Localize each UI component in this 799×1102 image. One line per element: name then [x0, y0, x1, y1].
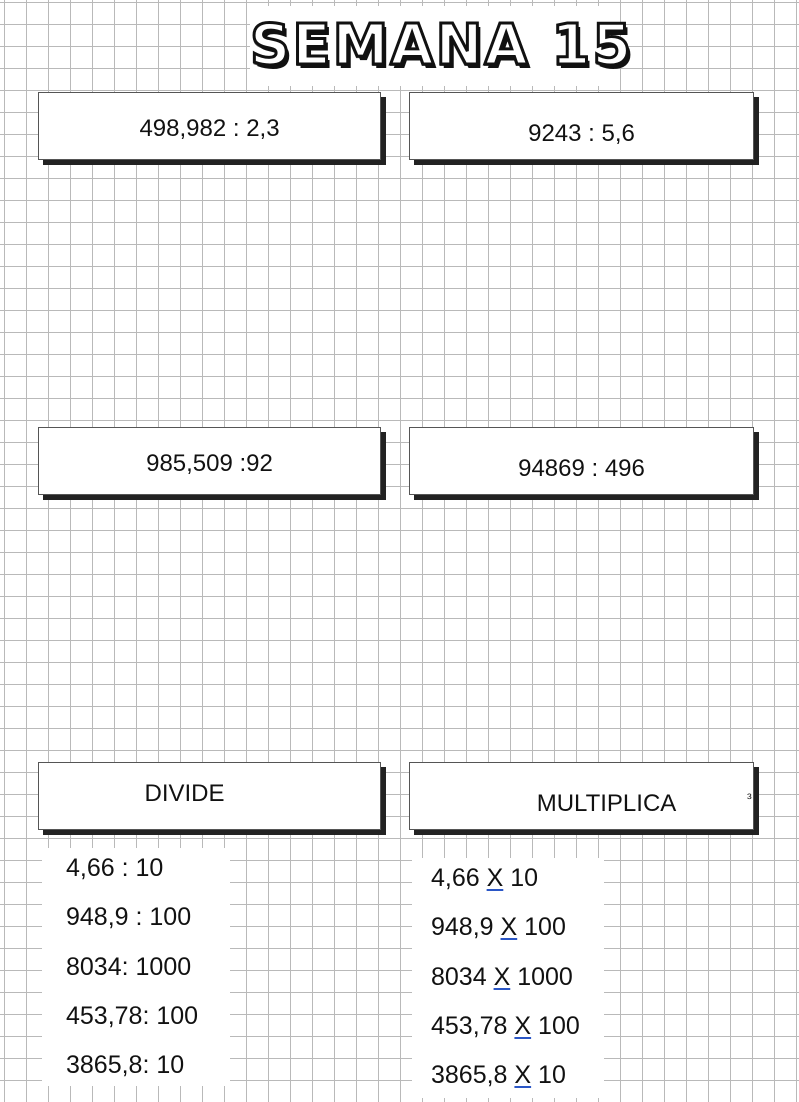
page-title: SEMANA 15 [250, 13, 634, 78]
times-operator: X [493, 963, 511, 991]
divide-item: 4,66 : 10 [66, 854, 164, 882]
divide-list [42, 848, 230, 1086]
divide-item: 8034: 1000 [66, 953, 192, 981]
multiply-item: 453,78 X 100 [431, 1012, 580, 1040]
stray-mark: ³ [747, 790, 752, 806]
multiply-item: 3865,8 X 10 [431, 1061, 566, 1089]
divide-item: 453,78: 100 [66, 1002, 199, 1030]
divide-item: 948,9 : 100 [66, 903, 192, 931]
exercise-box-4 [409, 427, 754, 495]
divide-item: 3865,8: 10 [66, 1051, 185, 1079]
exercise-box-2 [409, 92, 754, 160]
exercise-1-text: 498,982 : 2,3 [139, 115, 280, 142]
divide-header-label: DIVIDE [144, 780, 225, 807]
times-operator: X [500, 913, 518, 941]
exercise-2-text: 9243 : 5,6 [528, 120, 635, 147]
exercise-3-text: 985,509 :92 [146, 450, 273, 477]
multiply-item: 4,66 X 10 [431, 864, 539, 892]
exercise-box-1 [38, 92, 381, 160]
times-operator: X [486, 864, 504, 892]
multiply-list [412, 858, 604, 1098]
multiply-header-label: MULTIPLICA [536, 790, 677, 817]
multiply-item: 948,9 X 100 [431, 913, 566, 941]
title-banner [250, 6, 634, 86]
multiply-item: 8034 X 1000 [431, 963, 573, 991]
divide-header-box [38, 762, 381, 830]
times-operator: X [514, 1061, 532, 1089]
multiply-header-box [409, 762, 754, 830]
exercise-box-3 [38, 427, 381, 495]
exercise-4-text: 94869 : 496 [518, 455, 645, 482]
times-operator: X [514, 1012, 532, 1040]
